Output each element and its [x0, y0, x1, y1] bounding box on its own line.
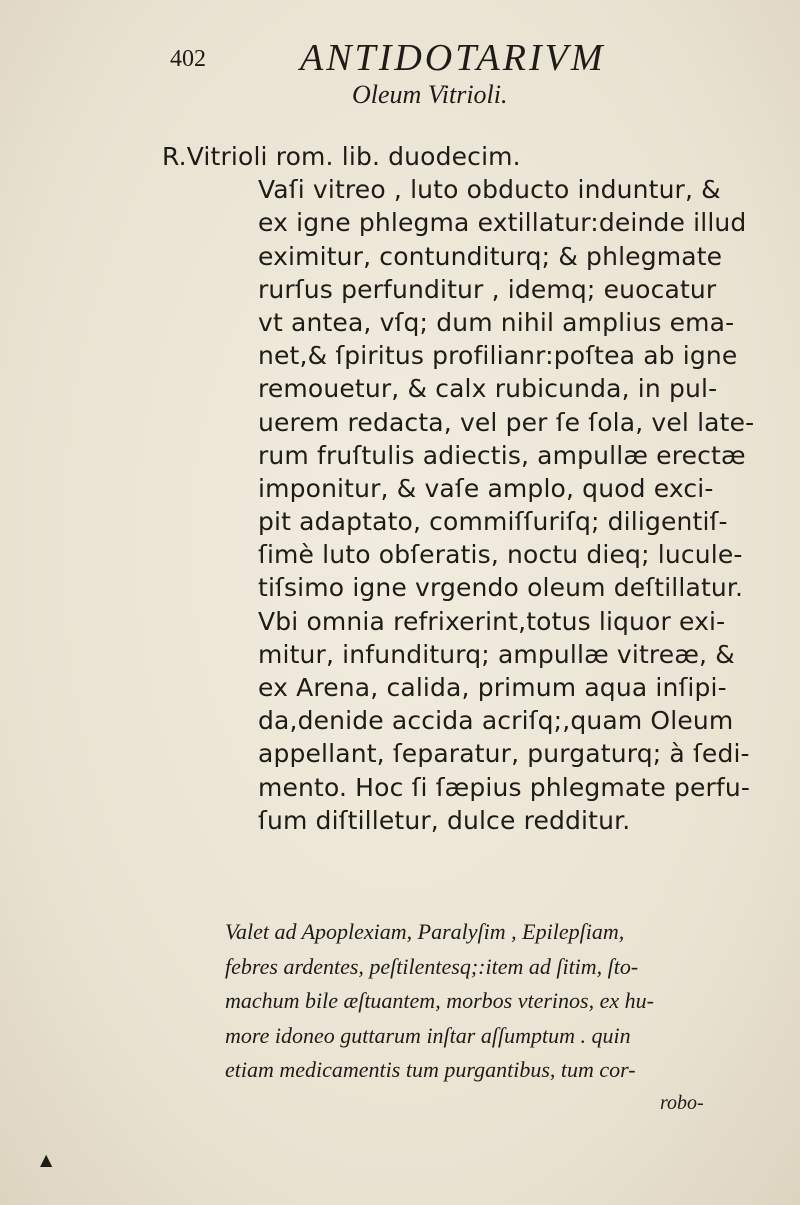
- page-number: 402: [170, 46, 206, 72]
- text-line: Vbi omnia refrixerint,totus liquor exi-: [258, 606, 726, 636]
- text-line: ſimè luto obſeratis, noctu dieq; lucule-: [258, 540, 743, 570]
- text-line: da,denide accida acriſq;,quam Oleum: [258, 706, 734, 736]
- text-line: rum fruſtulis adiectis, ampullæ erectæ: [258, 440, 746, 470]
- text-line: net,& ſpiritus profilianr:poſtea ab igne: [258, 341, 738, 371]
- text-line: appellant, ſeparatur, purgaturq; à ſedi-: [258, 739, 750, 769]
- text-line: ex igne phlegma extillatur:deinde illud: [258, 208, 747, 238]
- text-line: Vaſi vitreo , luto obducto induntur, &: [258, 175, 721, 205]
- usage-notes: [225, 915, 765, 1088]
- text-line: R.Vitrioli rom. lib. duodecim.: [162, 142, 521, 171]
- text-line: ex Arena, calida, primum aqua inſipi-: [258, 673, 727, 702]
- text-line: uerem redacta, vel per ſe ſola, vel late-: [258, 407, 755, 437]
- text-line: tiſsimo igne vrgendo oleum deſtillatur.: [258, 573, 744, 603]
- text-line: mitur, infunditurq; ampullæ vitreæ, &: [258, 639, 735, 669]
- note-line: more idoneo guttarum inſtar aſſumptum . quin: [225, 1022, 631, 1048]
- page-header: [0, 28, 800, 78]
- catchword: robo-: [660, 1092, 704, 1114]
- text-line: ſum diſtilletur, dulce redditur.: [258, 805, 631, 835]
- text-line: pit adaptato, commiſſuriſq; diligentiſ-: [258, 507, 728, 537]
- note-line: machum bile æſtuantem, morbos vterinos, ex hu-: [225, 988, 654, 1013]
- running-title: ANTIDOTARIVM: [300, 37, 606, 79]
- text-line: rurſus perfunditur , idemq; euocatur: [258, 274, 717, 304]
- recipe-text: [162, 140, 762, 837]
- note-line: etiam medicamentis tum purgantibus, tum cor-: [225, 1057, 636, 1082]
- section-title: Oleum Vitrioli.: [352, 80, 508, 109]
- text-line: eximitur, contunditurq; & phlegmate: [258, 241, 723, 271]
- note-line: febres ardentes, peſtilentesq;:item ad ſitim, ſto-: [225, 953, 639, 979]
- text-line: vt antea, vſq; dum nihil amplius ema-: [258, 307, 735, 337]
- text-line: imponitur, & vaſe amplo, quod exci-: [258, 473, 714, 503]
- note-line: Valet ad Apoplexiam, Paralyſim , Epilepſiam,: [225, 919, 625, 944]
- printers-mark: ▲: [40, 1150, 53, 1169]
- text-line: mento. Hoc ſi ſæpius phlegmate perfu-: [258, 772, 751, 802]
- text-line: remouetur, & calx rubicunda, in pul-: [258, 374, 718, 404]
